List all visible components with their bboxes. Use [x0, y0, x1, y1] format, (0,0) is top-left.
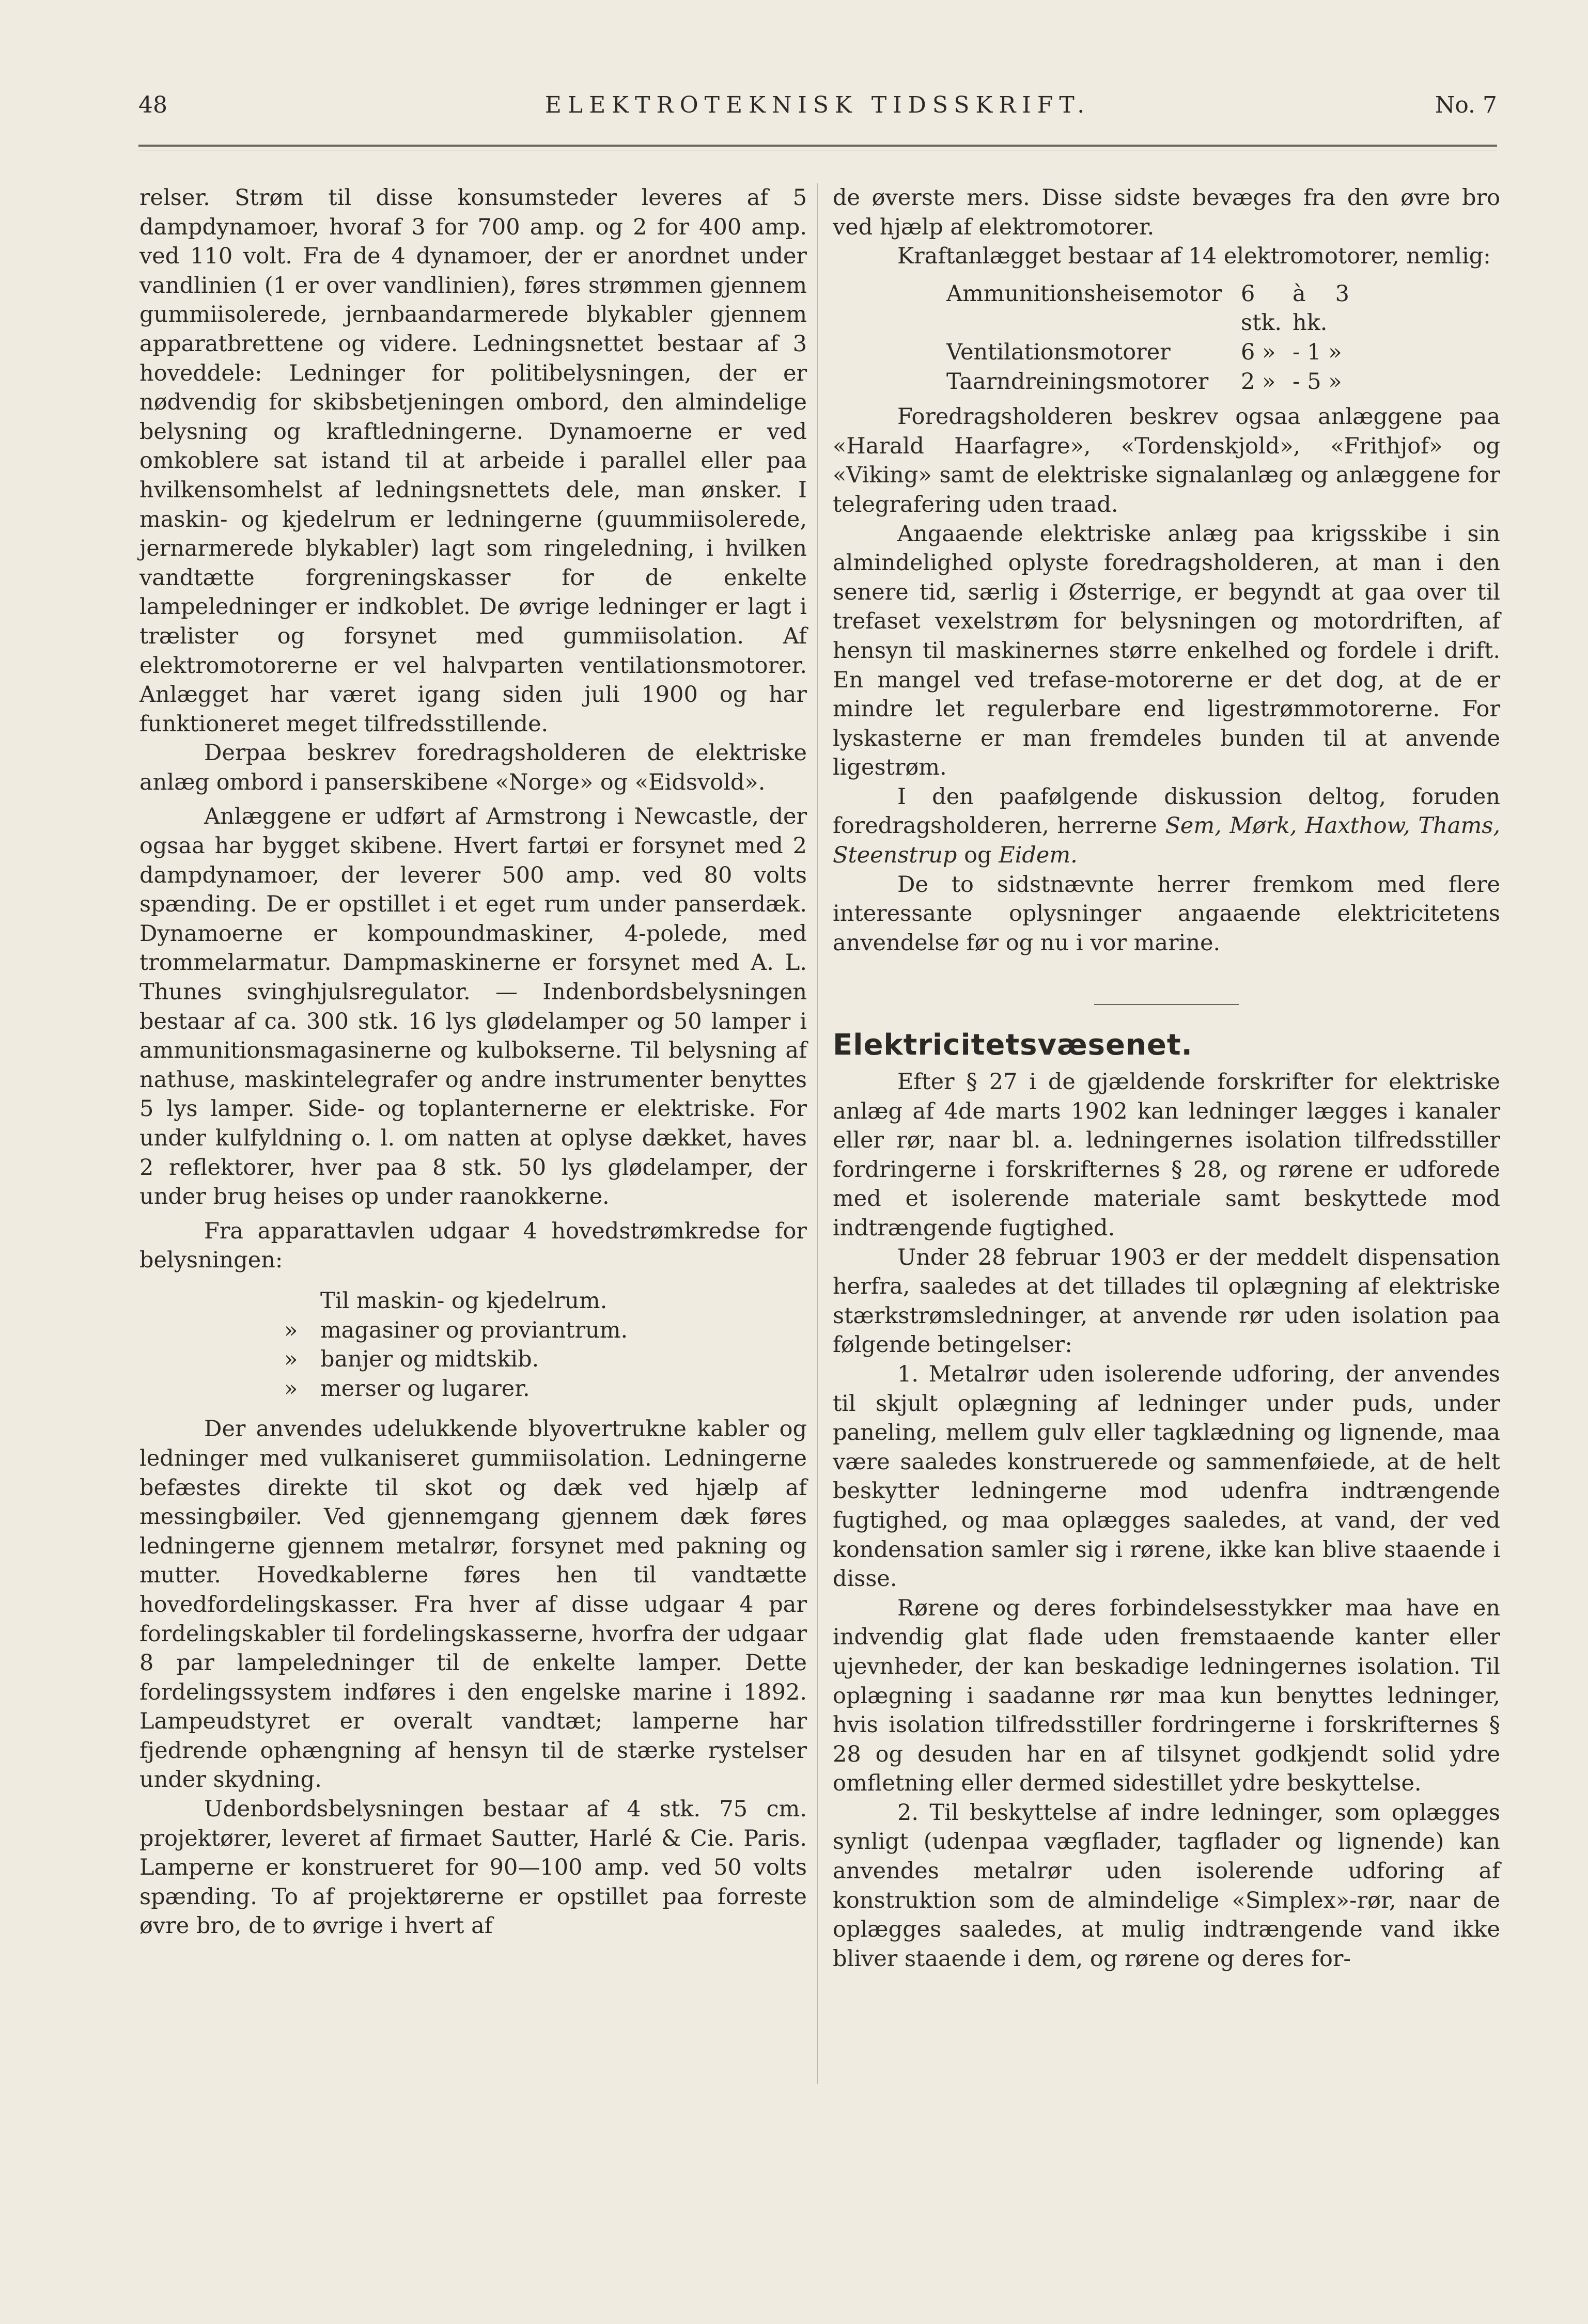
left-column — [139, 183, 807, 1941]
paragraph: Foredragsholderen beskrev ogsaa anlæggene paa «Harald Haarfagre», «Tordenskjold», «Frithjof» og «Viking» samt de elektriske signalanlæg og anlæggene for telegrafering uden traad. — [833, 404, 1500, 517]
participant-names: Sem, Mørk, Haxthow, Thams, Steenstrup — [833, 813, 1500, 869]
participant-name: Eidem. — [999, 842, 1078, 869]
paragraph: Udenbordsbelysningen bestaar af 4 stk. 75 cm. projektører, leveret af firmaet Sautter, Harlé & Cie. Paris. Lamperne er konstrueret for 90—100 amp. ved 50 volts spænding. To af projektørerne er opstillet paa forreste øvre bro, de to øvrige i hvert af — [139, 1796, 807, 1939]
paragraph: Under 28 februar 1903 er der meddelt dispensation herfra, saaledes at det tillades til oplægning af elektriske stærkstrømsledninger, at anvende rør uden isolation paa følgende betingelser: — [833, 1244, 1500, 1358]
table-row: Taarndreiningsmotorer 2 » - 5 » — [946, 368, 1342, 395]
motor-table — [946, 279, 1500, 396]
list-item: » banjer og midtskib. — [284, 1346, 539, 1373]
paragraph: 2. Til beskyttelse af indre ledninger, som oplægges synligt (udenpaa vægflader, tagflader og lignende) kan anvendes metalrør uden isolerende udforing af konstruktion som de almindelige «Simplex»-rør, naar de oplægges saaledes, at mulig indtrængende vand ikke bliver staaende i dem, og rørene og deres for- — [833, 1799, 1500, 1972]
list-item: Til maskin- og kjedelrum. — [320, 1287, 608, 1314]
paragraph: Kraftanlægget bestaar af 14 elektromotorer, nemlig: — [897, 243, 1491, 270]
paragraph: Angaaende elektriske anlæg paa krigsskibe i sin almindelighed oplyste foredragsholderen, at man i den senere tid, særlig i Østerrige, er begyndt at gaa over til trefaset vexelstrøm for belysningen og motordriften, af hensyn til maskinernes større enkelhed og fordele i drift. En mangel ved trefase-motorerne er det dog, at de er mindre let regulerbare end ligestrømmotorerne. For lyskasterne er man fremdeles bunden til at anvende ligestrøm. — [833, 521, 1500, 781]
paragraph: Fra apparattavlen udgaar 4 hovedstrømkredse for belysningen: — [139, 1218, 807, 1274]
header-rule-thick — [138, 145, 1497, 147]
paragraph: Efter § 27 i de gjældende forskrifter for elektriske anlæg af 4de marts 1902 kan ledninger lægges i kanaler eller rør, naar bl. a. ledningernes isolation tilfredsstiller fordringerne i forskrifternes § 28, og rørene er udforede med et isolerende materiale samt beskyttede mod indtrængende fugtighed. — [833, 1069, 1500, 1241]
circuit-list — [284, 1286, 807, 1403]
table-row: Ventilationsmotorer 6 » - 1 » — [946, 339, 1342, 365]
list-item: » magasiner og proviantrum. — [284, 1317, 628, 1343]
paragraph: Der anvendes udelukkende blyovertrukne kabler og ledninger med vulkaniseret gummiisolation. Ledningerne befæstes direkte til skot og dæk ved hjælp af messingbøiler. Ved gjennemgang gjennem dæk føres ledningerne gjennem metalrør, forsynet med pakning og mutter. Hovedkablerne føres hen til vandtætte hovedfordelingskasser. Fra hver af disse udgaar 4 par fordelingskabler til fordelingskasserne, hvorfra der udgaar 8 par lampeledninger til de enkelte lamper. Dette fordelingssystem indføres i den engelske marine i 1892. Lampeudstyret er overalt vandtæt; lamperne har fjedrende ophængning af hensyn til de stærke rystelser under skydning. — [139, 1416, 807, 1793]
page-number: 48 — [138, 92, 167, 118]
paragraph: Rørene og deres forbindelsesstykker maa have en indvendig glat flade uden fremstaaende kanter eller ujevnheder, der kan beskadige ledningernes isolation. Til oplægning i saadanne rør maa kun benyttes ledninger, hvis isolation tilfredsstiller fordringerne i forskrifternes § 28 og desuden har en af tilsynet godkjendt solid ydre omfletning eller dermed sidestillet ydre beskyttelse. — [833, 1595, 1500, 1797]
right-column — [833, 183, 1500, 1973]
paragraph: 1. Metalrør uden isolerende udforing, der anvendes til skjult oplægning af ledninger under puds, under paneling, mellem gulv eller tagklædning og lignende, maa være saaledes konstruerede og sammenføiede, at de helt beskytter ledningerne mod udenfra indtrængende fugtighed, og maa oplægges saaledes, at vand, der ved kondensation samler sig i rørene, ikke kan blive staaende i disse. — [833, 1361, 1500, 1592]
paragraph: I den paafølgende diskussion deltog, foruden foredragsholderen, herrerne Sem, Mørk, Haxthow, Thams, Steenstrup og Eidem. — [833, 783, 1500, 869]
paragraph: De to sidstnævnte herrer fremkom med flere interessante oplysninger angaaende elektricitetens anvendelse før og nu i vor marine. — [833, 871, 1500, 956]
section-heading: Elektricitetsvæsenet. — [833, 1028, 1193, 1062]
paragraph: relser. Strøm til disse konsumsteder leveres af 5 dampdynamoer, hvoraf 3 for 700 amp. og 2 for 400 amp. ved 110 volt. Fra de 4 dynamoer, der er anordnet under vandlinien (1 er over vandlinien), føres strømmen gjennem gummiisolerede, jernbaandarmerede blykabler gjennem apparatbrettene og videre. Ledningsnettet bestaar af 3 hoveddele: Ledninger for politibelysningen, der er nødvendig for skibsbetjeningen ombord, den almindelige belysning og kraftledningerne. Dynamoerne er ved omkoblere sat istand til at arbeide i parallel eller paa hvilkensomhelst af ledningsnettets dele, man ønsker. I maskin- og kjedelrum er ledningerne (guummiisolerede, jernarmerede blykabler) lagt som ringeledning, i hvilken vandtætte forgreningskasser for de enkelte lampeledninger er indkoblet. De øvrige ledninger er lagt i trælister og forsynet med gummiisolation. Af elektromotorerne er vel halvparten ventilationsmotorer. Anlægget har været igang siden juli 1900 og har funktioneret meget tilfredsstillende. — [139, 185, 807, 737]
page-header — [138, 92, 1497, 123]
table-row: Ammunitionsheisemotor 6 stk. à 3 hk. — [946, 280, 1349, 336]
section-separator — [1094, 1004, 1239, 1005]
paragraph: Anlæggene er udført af Armstrong i Newcastle, der ogsaa har bygget skibene. Hvert fartøi er forsynet med 2 dampdynamoer, der leverer 500 amp. ved 80 volts spænding. De er opstillet i et eget rum under panserdæk. Dynamoerne er kompoundmaskiner, 4-polede, med trommelarmatur. Dampmaskinerne er forsynet med A. L. Thunes svinghjulsregulator. — Indenbordsbelysningen bestaar af ca. 300 stk. 16 lys glødelamper og 50 lamper i ammunitionsmagasinerne og kulbokserne. Til belysning af nathuse, maskintelegrafer og andre instrumenter benyttes 5 lys lamper. Side- og toplanternerne er elektriske. For under kulfyldning o. l. om natten at oplyse dækket, haves 2 reflektorer, hver paa 8 stk. 50 lys glødelamper, der under brug heises op under raanokkerne. — [139, 804, 807, 1210]
journal-title: ELEKTROTEKNISK TIDSSKRIFT. — [544, 92, 1091, 118]
paragraph: de øverste mers. Disse sidste bevæges fra den øvre bro ved hjælp af elektromotorer. — [833, 185, 1500, 240]
column-divider — [817, 183, 818, 2084]
issue-number: No. 7 — [1435, 92, 1497, 118]
list-item: » merser og lugarer. — [284, 1375, 530, 1402]
paragraph: Derpaa beskrev foredragsholderen de elektriske anlæg ombord i panserskibene «Norge» og «Eidsvold». — [139, 740, 807, 795]
